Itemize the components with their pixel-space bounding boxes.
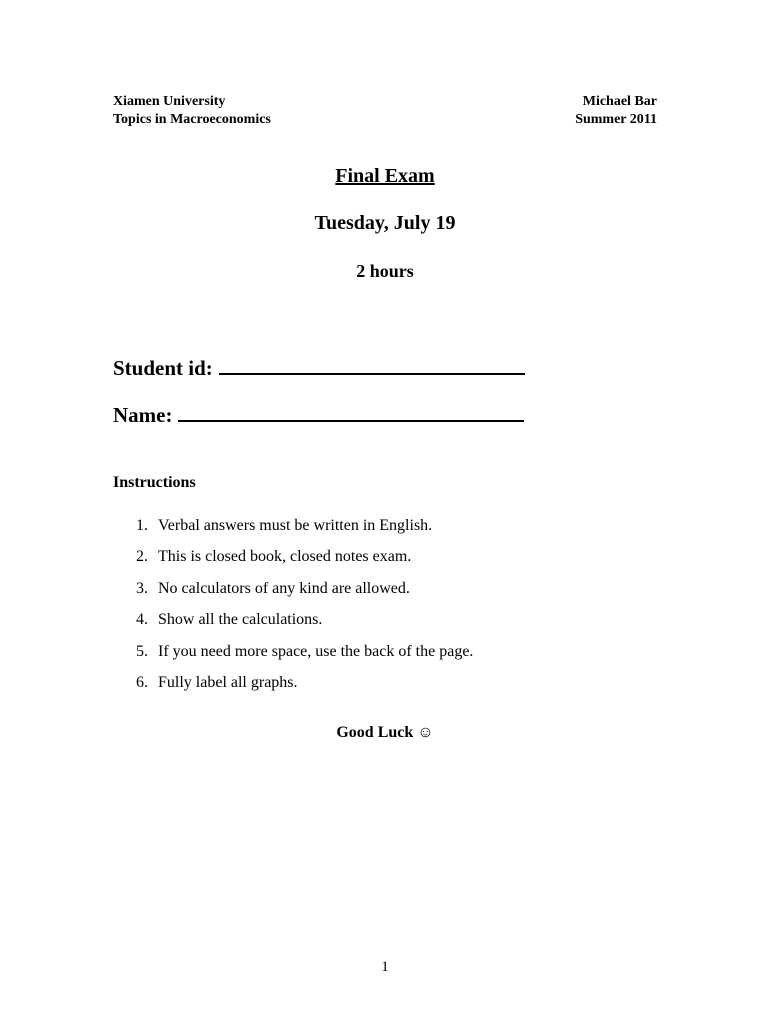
name-label: Name: [113,403,173,427]
instruction-item [136,578,473,609]
instruction-text: This is closed book, closed notes exam. [158,548,412,566]
instruction-item [136,609,473,640]
name-blank [178,402,524,422]
instruction-number: 2. [136,548,148,566]
instruction-text: No calculators of any kind are allowed. [158,579,410,597]
header-right [575,93,657,129]
student-id-field [113,355,525,381]
instructions-heading: Instructions [113,474,196,491]
instruction-number: 5. [136,642,148,660]
instruction-item [136,672,473,703]
header-left [113,93,271,129]
exam-title: Final Exam [335,165,435,187]
instructor-name: Michael Bar [582,94,657,109]
instruction-number: 4. [136,611,148,629]
exam-date: Tuesday, July 19 [314,212,456,234]
instruction-item [136,515,473,546]
term: Summer 2011 [575,112,657,127]
instruction-number: 1. [136,517,148,534]
instruction-text: Show all the calculations. [158,611,323,629]
good-luck-text: Good Luck [336,724,414,741]
course-name: Topics in Macroeconomics [113,112,271,127]
exam-duration: 2 hours [356,261,414,281]
instruction-text: If you need more space, use the back of the page. [158,642,474,660]
instruction-text: Fully label all graphs. [158,673,298,691]
instruction-item [136,641,473,672]
student-id-label: Student id: [113,356,213,380]
page-number: 1 [381,959,389,975]
university-name: Xiamen University [113,94,226,109]
instructions-list [136,515,473,703]
student-id-blank [219,355,525,375]
instruction-item [136,546,473,577]
smiley-icon: ☺ [417,724,434,741]
good-luck-message [0,724,770,742]
instruction-text: Verbal answers must be written in English. [158,517,433,534]
instruction-number: 6. [136,673,148,691]
instruction-number: 3. [136,579,148,597]
name-field [113,402,524,428]
